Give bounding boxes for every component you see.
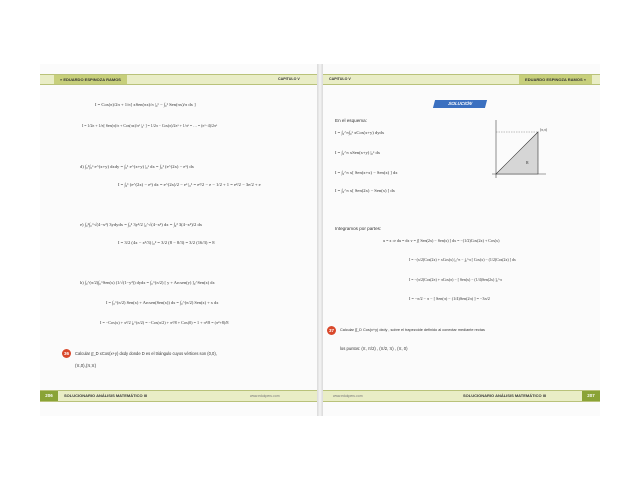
- right-header-chapter: CAPITULO V: [329, 77, 351, 81]
- math-line: I = 3/2 (4x − x³/3) |₀² = 3/2 (8 − 8/3) = 3/2 (16/3) = 8: [118, 240, 215, 245]
- math-line: I = ∫₀¹ (e^(2x) − eˣ) dx = e^(2x)/2 − eˣ |₀¹ = e²/2 − e − 1/2 + 1 = e²/2 − 3e/2 + e: [118, 182, 261, 187]
- left-header-chapter: CAPITULO V: [278, 77, 300, 81]
- exercise-statement-cont: (π,0),(π,π): [75, 363, 97, 368]
- right-page-number: 207: [582, 391, 600, 401]
- exercise-badge: 37: [328, 328, 334, 333]
- right-footer-title: SOLUCIONARIO ANÁLISIS MATEMÁTICO III: [463, 393, 547, 398]
- left-header-bar: [40, 74, 317, 85]
- math-line: I = −Cos(x) + x²/2 |₀^(π/2) = −Cos(π/2) + π²/8 + Cos(0) = 1 + π²/8 = (π²+8)/8: [100, 320, 229, 325]
- left-footer-title: SOLUCIONARIO ANÁLISIS MATEMÁTICO III: [64, 393, 148, 398]
- right-footer-website: www.edukperu.com: [333, 394, 363, 398]
- math-line: I = −π/2 − π − [ Sen(π) − (1/4)Sen(2π) ] = −3π/2: [409, 296, 490, 301]
- right-header-author: EDUARDO ESPINOZA RAMOS «: [519, 75, 592, 84]
- right-page: [323, 64, 600, 416]
- exercise-statement: Calcular ∫∫_D xCos(x+y) dxdy donde D es el triángulo cuyos vértices son (0,0),: [75, 351, 217, 356]
- solution-banner: SOLUCIÓN: [433, 100, 487, 108]
- exercise-badge: 36: [63, 351, 69, 356]
- vertex-label: (π,π): [540, 128, 547, 132]
- text-line: En el esquema:: [335, 118, 367, 123]
- triangle-region-diagram: [486, 118, 548, 180]
- left-header-author: » EDUARDO ESPINOZA RAMOS: [54, 75, 127, 84]
- right-footer-bar: [323, 390, 600, 402]
- math-line: I = −(π/2)Cos(2π) + πCos(π) − [ Sen(x) − (1/4)Sen(2x) ]₀^π: [409, 278, 502, 282]
- open-book: [40, 64, 600, 416]
- left-footer-website: www.edukperu.com: [250, 394, 280, 398]
- math-line: u = x ⇒ du = dx v = ∫[ Sen(2x) − Sen(x) ] dx = −(1/2)Cos(2x) + Cos(x): [383, 238, 500, 243]
- math-line: I = ∫₀^π∫₀ˣ xCos(x+y) dydx: [335, 130, 385, 135]
- math-line: d) ∫₀¹∫₀ˣ e^(x+y) dxdy = ∫₀¹ e^(x+y) |₀ˣ dx = ∫₀¹ (e^(2x) − eˣ) dx: [80, 164, 194, 169]
- exercise-statement: Calcular ∫∫_D Cos(x+y) dxdy , sobre el trapezoide definido al conectar mediante rectas: [340, 328, 485, 332]
- math-line: I = ∫₀^π x[ Sen(x+x) − Sen(x) ] dx: [335, 170, 398, 175]
- left-page: [40, 64, 317, 416]
- math-line: I = 1/2π + 1/π[ Sen(π)/π + Cos(πx)/π² |₀¹ ] = 1/2π − Cos(π)/2π³ + 1/π³ = … = (π²−4)/2π³: [82, 124, 218, 128]
- exercise-statement-cont: los puntos: (π, π/2) , (π/2, π) , (π, 0): [340, 346, 408, 351]
- math-line: I = −(x/2)Cos(2x) + xCos(x) |₀^π − ∫₀^π [ Cos(x) − (1/2)Cos(2x) ] dx: [409, 258, 516, 262]
- math-line: I = ∫₀^π x[ Sen(2x) − Sen(x) ] dx: [335, 188, 395, 193]
- shaded-region: [496, 132, 538, 174]
- math-line: I = Cos(π)/2π + 1/π[ xSen(πx)/π |₀¹ − ∫₀¹ Sen(πx)/π dx ]: [95, 102, 196, 107]
- math-line: h) ∫₀^(π/2)∫₀^Sen(x) (1/√(1−y²)) dydx = ∫₀^(π/2) [ y + Arcsen(y) ]₀^Sen(x) dx: [80, 280, 215, 285]
- math-line: e) ∫₀²∫₀^√(4−x²) 3ydydx = ∫₀² 3y²/2 |₀^√(4−x²) dx = ∫₀² 3(4−x²)/2 dx: [80, 222, 203, 227]
- right-header-bar: [323, 74, 600, 85]
- math-line: I = ∫₀^(π/2) Sen(x) + Arcsen(Sen(x)) dx = ∫₀^(π/2) Sen(x) + x dx: [106, 300, 219, 305]
- math-line: I = ∫₀^π xSen(x+y) |₀ˣ dx: [335, 150, 381, 155]
- text-line: Integramos por partes:: [335, 226, 382, 231]
- left-page-number: 206: [40, 391, 58, 401]
- left-footer-bar: [40, 390, 317, 402]
- region-label: R: [526, 160, 529, 165]
